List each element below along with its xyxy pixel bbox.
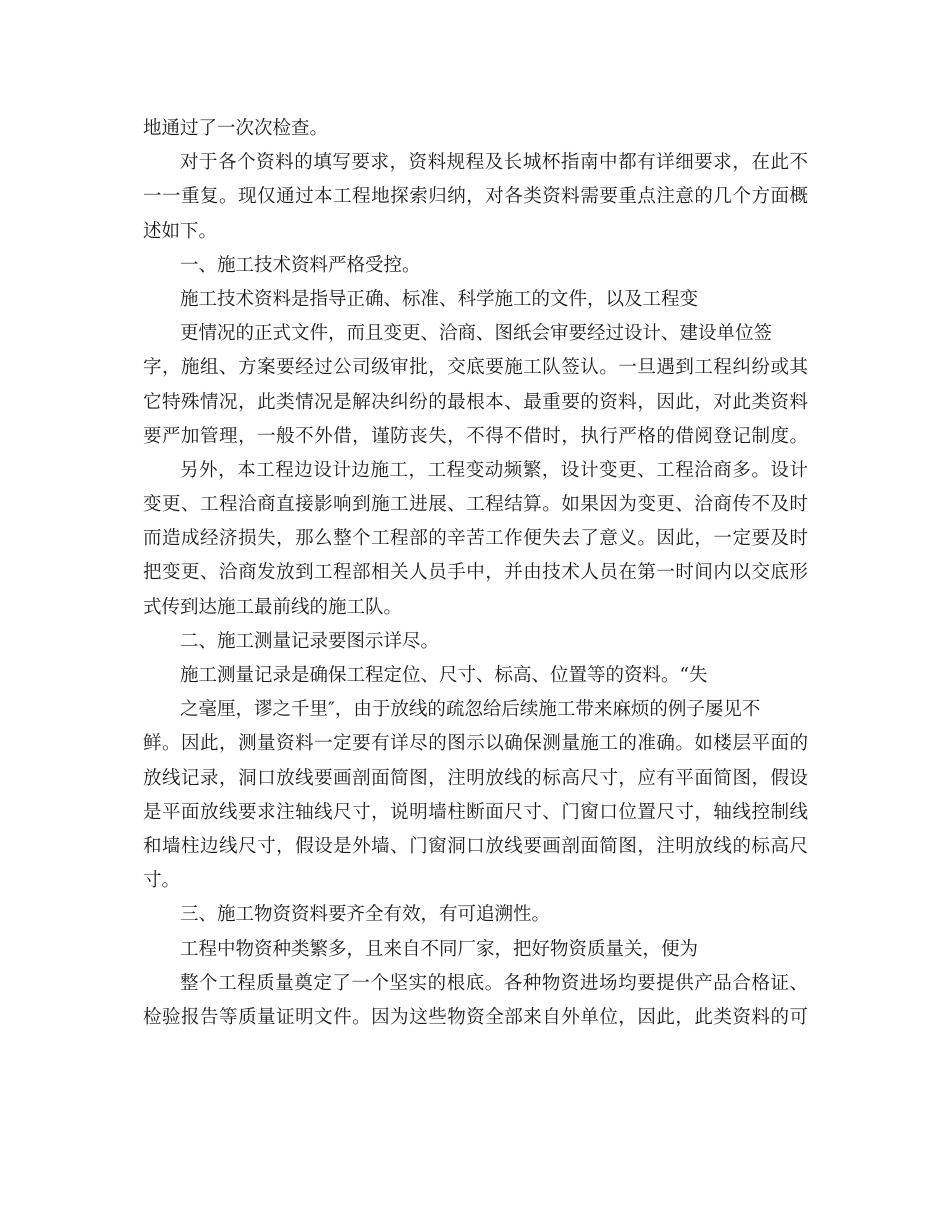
- text-line: 二、施工测量记录要图示详尽。: [180, 630, 440, 652]
- text-line: 施工测量记录是确保工程定位、尺寸、标高、位置等的资料。“失: [180, 665, 708, 686]
- text-line: 一一重复。现仅通过本工程地探索归纳，对各类资料需要重点注意的几个方面概: [143, 186, 808, 208]
- text-line: 一、施工技术资料严格受控。: [180, 254, 421, 276]
- text-line: 对于各个资料的填写要求，资料规程及长城杯指南中都有详细要求，在此不: [180, 152, 808, 174]
- text-line: 是平面放线要求注轴线尺寸，说明墙柱断面尺寸、门窗口位置尺寸，轴线控制线: [143, 801, 808, 823]
- text-line: 放线记录，洞口放线要画剖面简图，注明放线的标高尺寸，应有平面简图，假设: [143, 767, 808, 789]
- text-line: 把变更、洽商发放到工程部相关人员手中，并由技术人员在第一时间内以交底形: [143, 562, 808, 584]
- text-line: 而造成经济损失，那么整个工程部的辛苦工作便失去了意义。因此，一定要及时: [143, 528, 808, 550]
- text-line: 检验报告等质量证明文件。因为这些物资全部来自外单位，因此，此类资料的可: [143, 1006, 808, 1028]
- text-line: 要严加管理，一般不外借，谨防丧失，不得不借时，执行严格的借阅登记制度。: [143, 425, 808, 447]
- text-line: 述如下。: [143, 220, 218, 242]
- text-line: 和墙柱边线尺寸，假设是外墙、门窗洞口放线要画剖面简图，注明放线的标高尺: [143, 835, 808, 857]
- text-line: 地通过了一次次检查。: [143, 118, 329, 139]
- text-line: 施工技术资料是指导正确、标准、科学施工的文件，以及工程变: [180, 288, 699, 310]
- text-line: 整个工程质量奠定了一个坚实的根底。各种物资进场均要提供产品合格证、: [180, 972, 808, 994]
- text-line: 字，施组、方案要经过公司级审批，交底要施工队签认。一旦遇到工程纠纷或其: [143, 357, 808, 379]
- text-line: 工程中物资种类繁多，且来自不同厂家，把好物资质量关，便为: [180, 938, 699, 960]
- text-line: 变更、工程洽商直接影响到施工进展、工程结算。如果因为变更、洽商传不及时: [143, 494, 808, 516]
- text-line: 它特殊情况，此类情况是解决纠纷的最根本、最重要的资料，因此，对此类资料: [143, 391, 808, 413]
- text-line: 式传到达施工最前线的施工队。: [143, 596, 403, 618]
- text-line: 三、施工物资资料要齐全有效，有可追溯性。: [180, 904, 551, 926]
- document-body: [143, 112, 808, 1035]
- text-line: 鲜。因此，测量资料一定要有详尽的图示以确保测量施工的准确。如楼层平面的: [143, 733, 808, 755]
- text-line: 另外，本工程边设计边施工，工程变动频繁，设计变更、工程洽商多。设计: [180, 459, 808, 481]
- text-line: 之毫厘，谬之千里″，由于放线的疏忽给后续施工带来麻烦的例子屡见不: [180, 699, 761, 721]
- text-line: 寸。: [143, 870, 181, 892]
- text-line: 更情况的正式文件，而且变更、洽商、图纸会审要经过设计、建设单位签: [180, 323, 773, 345]
